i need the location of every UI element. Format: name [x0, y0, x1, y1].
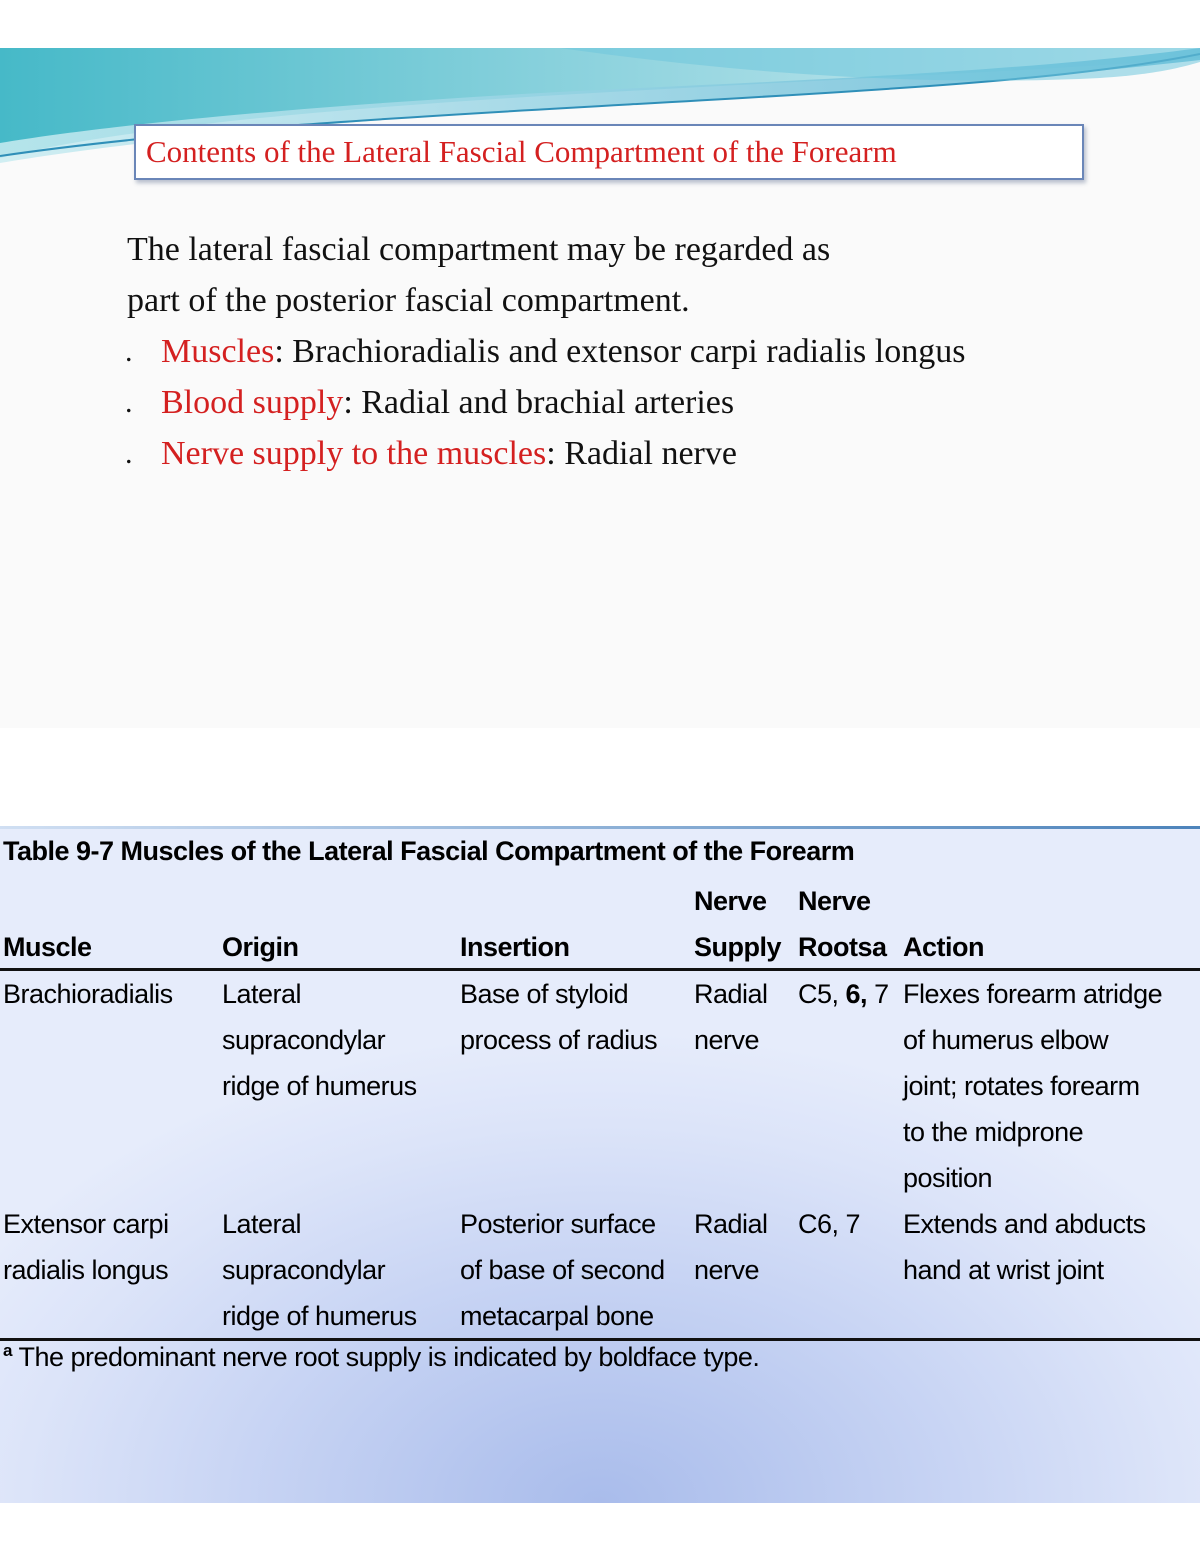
table-row-1-insertion [460, 971, 657, 1063]
cell-line: nerve [694, 1255, 760, 1285]
roots-bold: 6, [845, 979, 868, 1009]
table-row-1-action [903, 971, 1162, 1201]
bullet-marker: . [125, 335, 133, 368]
cell-line: nerve [694, 1025, 760, 1055]
intro-line-1: The lateral fascial compartment may be regarded as [127, 231, 831, 268]
table-footnote [3, 1341, 759, 1373]
table-row-2-origin [222, 1201, 417, 1339]
table-row-1-muscle [3, 971, 173, 1017]
cell-line: Extends and abducts [903, 1209, 1146, 1239]
bullet-item-blood-supply [127, 377, 1127, 428]
cell-line: metacarpal bone [460, 1301, 654, 1331]
cell-line: ridge of humerus [222, 1301, 417, 1331]
cell-line: Lateral [222, 1209, 302, 1239]
table-row-2-action [903, 1201, 1146, 1293]
table-row-2-nerve-supply [694, 1201, 768, 1293]
header-nerve-supply-line1: Nerve [694, 886, 767, 916]
cell-line: supracondylar [222, 1025, 386, 1055]
roots-text: C5, [798, 979, 846, 1009]
cell-line: supracondylar [222, 1255, 386, 1285]
header-nerve-roots [798, 878, 887, 970]
footnote-text: The predominant nerve root supply is indicated by boldface type. [11, 1342, 760, 1372]
header-nerve-roots-line2: Rootsa [798, 932, 887, 962]
footnote-marker: a [3, 1341, 12, 1360]
cell-line: hand at wrist joint [903, 1255, 1104, 1285]
roots-text: 7 [867, 979, 889, 1009]
table-row-2-insertion [460, 1201, 665, 1339]
header-insertion: Insertion [460, 932, 570, 962]
table-row-1-origin [222, 971, 417, 1109]
table-row-1-nerve-supply [694, 971, 768, 1063]
bullet-text: : Radial nerve [546, 435, 737, 472]
slide-lateral-compartment [0, 48, 1200, 728]
bullet-marker: . [125, 386, 133, 419]
header-nerve-supply-line2: Supply [694, 932, 782, 962]
table-row-1-nerve-roots [798, 971, 889, 1017]
cell-line: to the midprone [903, 1117, 1084, 1147]
header-nerve-supply [694, 878, 781, 970]
cell-line: process of radius [460, 1025, 658, 1055]
bullet-text: : Brachioradialis and extensor carpi radialis longus [274, 333, 966, 370]
header-nerve-roots-line1: Nerve [798, 886, 871, 916]
bullet-label: Nerve supply to the muscles [161, 435, 547, 472]
cell-line: joint; rotates forearm [903, 1071, 1140, 1101]
table-row-2-muscle [3, 1201, 169, 1293]
cell-line: position [903, 1163, 993, 1193]
bullet-list [127, 326, 1127, 479]
cell-line: Base of styloid [460, 979, 629, 1009]
cell-line: Lateral [222, 979, 302, 1009]
table-title: Table 9-7 Muscles of the Lateral Fascial Compartment of the Forearm [3, 836, 855, 866]
cell-line: Posterior surface [460, 1209, 656, 1239]
cell-line: of humerus elbow [903, 1025, 1109, 1055]
intro-line-2: part of the posterior fascial compartment. [127, 282, 690, 319]
cell-line: ridge of humerus [222, 1071, 417, 1101]
slide-muscle-table [0, 826, 1200, 1503]
cell-line: Flexes forearm atridge [903, 979, 1163, 1009]
bullet-label: Blood supply [161, 384, 344, 421]
roots-text: C6, 7 [798, 1209, 861, 1239]
bullet-marker: . [125, 437, 133, 470]
cell-line: Radial [694, 1209, 768, 1239]
slide-title: Contents of the Lateral Fascial Compartment of the Forearm [146, 134, 897, 169]
table-row-2-nerve-roots [798, 1201, 860, 1247]
bullet-item-nerve-supply [127, 428, 1127, 479]
cell-line: of base of second [460, 1255, 665, 1285]
cell-line: Extensor carpi [3, 1209, 169, 1239]
cell-line: Radial [694, 979, 768, 1009]
bullet-label: Muscles [161, 333, 275, 370]
header-origin: Origin [222, 932, 299, 962]
bullet-text: : Radial and brachial arteries [343, 384, 735, 421]
header-muscle: Muscle [3, 932, 92, 962]
cell-line: radialis longus [3, 1255, 169, 1285]
slide-body [127, 224, 1127, 479]
top-divider [0, 826, 1200, 829]
cell-line: Brachioradialis [3, 979, 173, 1009]
bullet-item-muscles [127, 326, 1127, 377]
slide-title-box [134, 124, 1084, 180]
header-action: Action [903, 932, 984, 962]
